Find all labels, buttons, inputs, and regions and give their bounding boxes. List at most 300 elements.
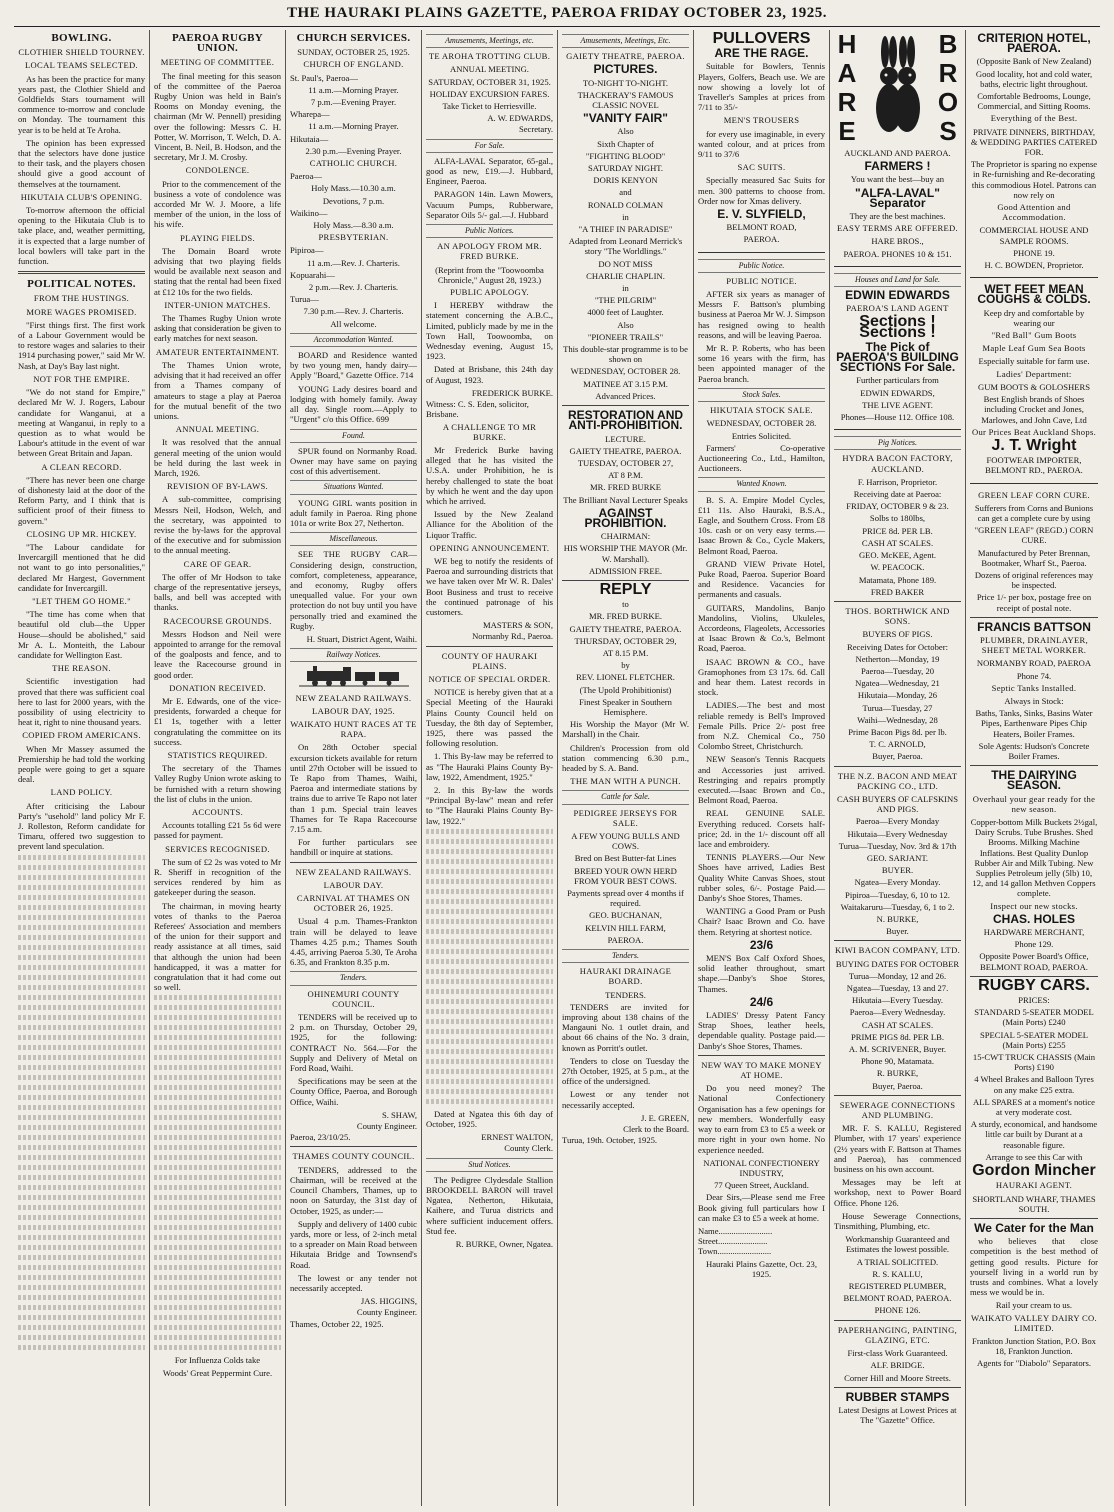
- nco-street: 77 Queen Street, Auckland.: [714, 1180, 809, 1191]
- sewerage: SEWERAGE CONNECTIONS AND PLUMBING.: [839, 1099, 956, 1121]
- slyfield: E. V. SLYFIELD,: [717, 207, 806, 222]
- rugby-services: SERVICES RECOGNISED.: [165, 843, 270, 854]
- rugby-p6: It was resolved that the annual general meeting of the union would be held during the last week in March, 1926.: [154, 437, 281, 478]
- apology-wit: Witness: C. S. Eden, solicitor, Brisbane.: [426, 399, 529, 420]
- rugby-p13: The sum of £2 2s was voted to Mr R. Sheriff in recognition of the services rendered by him as gatekeeper during the season.: [154, 856, 281, 898]
- corner: Corner Hill and Moore Streets.: [844, 1372, 951, 1383]
- church-c2: Holy Mass.—10.30 a.m.: [311, 183, 396, 194]
- bowling-sub2: LOCAL TEAMS SELECTED.: [24, 60, 138, 71]
- bowling-p3: To-morrow afternoon the official opening to the Hikutaia Club is to take place, and, weather permitting, it is expected that a large number of local bowlers will take part in the function.: [18, 205, 145, 267]
- church-catholic: CATHOLIC CHURCH.: [309, 158, 398, 169]
- paperhanging: PAPERHANGING, PAINTING, GLAZING, ETC.: [837, 1324, 958, 1345]
- tag-amusements: Amusements, Meetings, etc.: [426, 34, 553, 48]
- columns: [14, 30, 1106, 1506]
- higgins: JAS. HIGGINS,: [360, 1296, 417, 1307]
- entries: Entries Solicited.: [731, 430, 792, 441]
- tender-p2: Specifications may be seen at the County Office, Paeroa, and Borough Office, Waihi.: [290, 1076, 417, 1107]
- gaiety-heading: GAIETY THEATRE, PAEROA.: [566, 51, 685, 62]
- shaw-title: County Engineer.: [356, 1121, 417, 1132]
- belmont: BELMONT ROAD,: [726, 222, 797, 233]
- rugby-p3: The Domain Board wrote advising that two playing fields would be available next season and stating that the rental had been fixed at £12 10s for the two fields.: [154, 245, 281, 297]
- challenge-heading: A CHALLENGE TO MR BURKE.: [442, 421, 537, 442]
- chair-2: His Worship the Mayor (Mr W. Marshall) in the Chair.: [562, 719, 689, 740]
- tender-p5: Supply and delivery of 1400 cubic yards, more or less, of 2-inch metal to a spreader on Main Road between Hikutaia Bridge and Townsend's Road.: [290, 1218, 417, 1270]
- fred-baker: FRED BAKER: [870, 586, 925, 597]
- farmers-coop: Farmers' Co-operative Auctioneering Co., Ltd., Hamilton, Auctioneers.: [698, 442, 825, 474]
- keep-dry: Keep dry and comfortable by wearing our: [983, 307, 1085, 328]
- political-p2: "We do not stand for Empire," declared Mr W. J. Rogers, Labour candidate for Wanganui, at a meeting at Wanganui, in reply to a question as to what would be Labour's attitude in the event of war between Great Britain and Japan.: [18, 387, 145, 459]
- rail-p3: Usual 4 p.m. Thames-Frankton train will be delayed to leave Thames 4.25 p.m.; Thames South 4.45, arriving Paeroa 5.30, Te Aroha 6.35, and Frankton 8.35 p.m.: [290, 916, 417, 968]
- church-e3: 7 p.m.—Evening Prayer.: [310, 97, 397, 108]
- column-1: [14, 30, 150, 1506]
- tag-tenders: Tenders.: [290, 971, 417, 985]
- tag-wanted: Wanted Known.: [698, 477, 825, 491]
- political-heading: POLITICAL NOTES.: [27, 278, 136, 291]
- in-2: in: [622, 283, 629, 294]
- first-class: First-class Work Guaranteed.: [847, 1348, 948, 1359]
- bred: Bred on Best Butter-fat Lines: [574, 853, 677, 864]
- pick: The Pick of PAEROA'S BUILDING SECTIONS For Sale.: [836, 339, 959, 375]
- reply: REPLY: [599, 580, 652, 598]
- rugby-race: RACECOURSE GROUNDS.: [163, 615, 272, 626]
- price-8d: PRICE 8d. PER LB.: [862, 525, 933, 536]
- kiwi-cash: CASH AT SCALES.: [861, 1019, 934, 1030]
- also-2: Also: [617, 319, 634, 330]
- laughs: 4000 feet of Laughter.: [587, 307, 664, 318]
- red-ball: "Red Ball" Gum Boots: [991, 330, 1077, 341]
- hare-phones: PAEROA. PHONES 10 & 151.: [843, 248, 952, 259]
- at-8: AT 8 P.M.: [608, 470, 643, 481]
- church-pr4: 2 p.m.—Rev. J. Charteris.: [308, 282, 399, 293]
- doris: DORIS KENYON: [593, 175, 658, 186]
- church-pr7: All welcome.: [330, 318, 377, 329]
- tag-accommodation: Accommodation Wanted.: [290, 333, 417, 347]
- political-sub: FROM THE HUSTINGS.: [33, 293, 130, 304]
- restoration: RESTORATION AND ANTI-PROHIBITION.: [567, 408, 684, 433]
- corn-cure: GREEN LEAF CORN CURE.: [978, 489, 1090, 500]
- column-6: [694, 30, 830, 1506]
- clerk: Clerk to the Board.: [623, 1124, 689, 1135]
- turua-nov: Turua—Tuesday, Nov. 3rd & 17th: [838, 840, 957, 851]
- tag-public: Public Notices.: [426, 224, 553, 238]
- masthead: THE HAURAKI PLAINS GAZETTE, PAEROA FRIDAY OCTOBER 23, 1925.: [14, 0, 1100, 27]
- tag-stud: Stud Notices.: [426, 1158, 553, 1172]
- upold: (The Upold Prohibitionist): [579, 684, 672, 695]
- nz-bacon: THE N.Z. BACON AND MEAT PACKING CO., LTD.: [837, 770, 958, 791]
- waitakaruru: Waitakaruru—Tuesday, 6, 1 to 2.: [840, 901, 955, 912]
- ngatea-every: Ngatea—Every Monday.: [854, 877, 941, 888]
- accom-1: BOARD and Residence wanted by two young men, handy dairy—Apply "Board," Gazette Office. 714: [290, 350, 417, 381]
- tag-cattle: Cattle for Sale.: [562, 790, 689, 804]
- column-4-filler: [426, 829, 553, 1104]
- public-notice: PUBLIC NOTICE.: [726, 275, 797, 286]
- best-machines: They are the best machines.: [849, 211, 946, 222]
- thames-county: THAMES COUNTY COUNCIL.: [292, 1151, 415, 1162]
- gaiety-2: GAIETY THEATRE, PAEROA.: [569, 445, 682, 456]
- dairying: THE DAIRYING SEASON.: [991, 768, 1077, 793]
- workmanship: Workmanship Guaranteed and Estimates the lowest possible.: [845, 1234, 950, 1255]
- nzr-heading-2: NEW ZEALAND RAILWAYS.: [295, 866, 412, 877]
- tag-situations: Situations Wanted.: [290, 480, 417, 494]
- against: AGAINST PROHIBITION.: [584, 505, 667, 530]
- labour-day: LABOUR DAY, 1925.: [312, 705, 395, 716]
- bros-letters: [935, 30, 961, 146]
- gum-boots: GUM BOOTS & GOLOSHERS: [978, 381, 1090, 392]
- buyers-pigs: BUYERS OF PIGS.: [862, 629, 933, 640]
- copper-bottom: Copper-bottom Milk Buckets 2½gal, Dairy Scrubs. Tube Brushes. Shed Brooms. Milking Machine Inflations. Best Quality Dunlop Rubber Air and Milk Tubing. New Supplies Petroleum jelly (5lb) 10, 12, and 14 gallon Methven Coppers complete.: [970, 817, 1098, 899]
- tender-p4: TENDERS, addressed to the Chairman, will be received at the Council Chambers, Thames, up to noon on Saturday, the 31st day of October, 1925, as under:—: [290, 1164, 417, 1216]
- tender-p6: The lowest or any tender not necessarily accepted.: [290, 1272, 417, 1293]
- pioneer: "PIONEER TRAILS": [587, 331, 664, 342]
- church-pr1: Pipiroa—: [290, 245, 324, 256]
- challenge-p3: Mr Frederick Burke having alleged that he has visited the U.S.A. under Prohibition, he is hereby challenged to state the boat by which he went and the day upon which he arrived.: [426, 444, 553, 506]
- walton: ERNEST WALTON,: [481, 1132, 553, 1143]
- church-e4: Wharepa—: [290, 109, 330, 120]
- church-pr6: 7.30 p.m.—Rev. J. Charteris.: [303, 306, 404, 317]
- stud-p10: The Pedigree Clydesdale Stallion BROOKDELL BARON will travel Ngatea, Netherton, Hikutaia, Kaihere, and Turua districts and where sufficient inducement offers. Stud fee.: [426, 1174, 553, 1236]
- rugby-cars: RUGBY CARS.: [978, 976, 1090, 994]
- kiwi-2: Ngatea—Tuesday, 13 and 27.: [846, 983, 949, 993]
- church-pr3: Kopuarahi—: [290, 269, 335, 280]
- rugby-p14: The chairman, in moving hearty votes of thanks to the Paeroa Referees' Association and members of the union for their support and ready assistance at all times, said that although the union had been handicapped, it was a matter for congratulation that it had come out so well.: [154, 900, 281, 993]
- wednesday: WEDNESDAY, OCTOBER 28.: [570, 366, 681, 377]
- charlie: CHARLIE CHAPLIN.: [586, 270, 665, 281]
- rugby-p12: Accounts totalling £21 5s 6d were passed for payment.: [154, 820, 281, 841]
- political-p4: "The Labour candidate for Invercargill mentioned that he did not want to go into personalities," declared Mr Hargest, Government candidate for Invercargill.: [18, 541, 145, 593]
- gaiety-3: GAIETY THEATRE, PAEROA.: [569, 623, 682, 634]
- rubber-stamps: RUBBER STAMPS: [845, 1389, 950, 1404]
- church-e2: 11 a.m.—Morning Prayer.: [308, 84, 399, 95]
- at-815: AT 8.15 P.M.: [602, 647, 649, 658]
- easy-terms: EASY TERMS ARE OFFERED.: [836, 223, 959, 234]
- tag-tenders-2: Tenders.: [562, 949, 689, 963]
- church-c5: Holy Mass.—8.30 a.m.: [313, 220, 394, 231]
- phone-129: Phone 129.: [1014, 939, 1054, 950]
- ladies-dept: Ladies' Department:: [996, 368, 1072, 379]
- drain-t2: Tenders to close on Tuesday the 27th October, 1925, at 5 p.m., at the office of the undersigned.: [562, 1055, 689, 1087]
- rugby-condolence: CONDOLENCE.: [185, 165, 250, 176]
- jt-wright: J. T. Wright: [991, 436, 1077, 454]
- tag-public-notice: Public Notice.: [698, 259, 825, 273]
- hauraki-agent: HAURAKI AGENT.: [995, 1180, 1073, 1191]
- trotting-sec: A. W. EDWARDS,: [487, 113, 553, 124]
- pn-p5: Mr R. P. Roberts, who has been some 16 years with the firm, has been appointed manager of the Paeroa branch.: [698, 343, 825, 384]
- carnival: CARNIVAL AT THAMES ON OCTOBER 26, 1925.: [296, 893, 411, 914]
- pull-p3: Specially measured Sac Suits for men. 300 patterns to choose from. Order now for Xmas delivery.: [698, 175, 825, 206]
- vanity-fair: "VANITY FAIR": [583, 111, 668, 126]
- column-5: [558, 30, 694, 1506]
- tender-date-2: Thames, October 22, 1925.: [290, 1318, 384, 1329]
- belmont-7: BELMONT ROAD, PAEROA.: [843, 1293, 952, 1304]
- column-1-filler: [18, 855, 145, 1350]
- frankton: Frankton Junction Station, P.O. Box 18, Frankton Junction.: [972, 1335, 1096, 1357]
- bowden: H. C. BOWDEN, Proprietor.: [984, 260, 1084, 271]
- apology-heading: AN APOLOGY FROM MR. FRED BURKE.: [437, 241, 542, 262]
- footwear-importer: FOOTWEAR IMPORTER, BELMONT RD., PAEROA.: [985, 455, 1083, 476]
- tender-p1: TENDERS will be received up to 2 p.m. on Thursday, October 29, 1925, for the following: CONTRACT No. 564.—For the Supply and Delivery of Metal on Ford Road, Waihi.: [290, 1012, 417, 1074]
- rugby-p2: Prior to the commencement of the business a vote of condolence was accorded Mr W. J. Moore, a life member of the union, in the loss of his wife.: [154, 178, 281, 230]
- tag-forsale: For Sale.: [426, 139, 553, 153]
- ee: EDWIN EDWARDS,: [860, 387, 935, 398]
- recv-dates: Receiving Dates for October:: [847, 641, 948, 652]
- church-england: CHURCH OF ENGLAND.: [303, 59, 404, 70]
- english-brands: Best English brands of Shoes including Crocket and Jones, Marlowes, and John Cave, Ltd: [981, 394, 1087, 425]
- masters-road: Normanby Rd., Paeroa.: [472, 631, 553, 642]
- date-3: Ngatea—Wednesday, 21: [855, 678, 940, 689]
- rugby-4: 4 Wheel Brakes and Balloon Tyres on any make £25 extra.: [974, 1074, 1094, 1095]
- political-hickey: CLOSING UP MR. HICKEY.: [26, 528, 137, 539]
- bros-text: BROS: [937, 30, 959, 146]
- receiving: Receiving date at Paeroa:: [853, 489, 942, 500]
- r-burke-buyer: Buyer, Paeroa.: [872, 1080, 923, 1091]
- tuesday: TUESDAY, OCTOBER 27,: [577, 457, 674, 468]
- drainage: HAURAKI DRAINAGE BOARD.: [579, 966, 672, 987]
- political-p1: "First things first. The first work of a Labour Government would be to restore wages and salaries to their 1914 purchasing power," said Mr W. Nash, at Day's Bay last night.: [18, 319, 145, 371]
- date-4: Hikutaia—Monday, 26: [857, 690, 938, 701]
- turua-date: Turua, 19th. October, 1925.: [562, 1135, 658, 1146]
- church-presby: PRESBYTERIAN.: [318, 232, 389, 243]
- phone-126: PHONE 126.: [874, 1305, 921, 1316]
- walton-title: County Clerk.: [504, 1143, 553, 1154]
- tonight: TO-NIGHT TO-NIGHT.: [582, 77, 669, 88]
- pn-p4: AFTER six years as manager of Messrs F. Battson's plumbing business at Paeroa Mr W. J. Simpson has resigned owing to health reasons, and will be leaving Paeroa.: [698, 289, 825, 340]
- arnold: T. C. ARNOLD,: [869, 739, 926, 750]
- phone-19: PHONE 19.: [1013, 247, 1055, 258]
- church-c4: Waikino—: [290, 207, 328, 218]
- auckland-paeroa: AUCKLAND AND PAEROA.: [844, 148, 951, 158]
- r-burke: R. BURKE,: [876, 1068, 919, 1079]
- rugby-heading: PAEROA RUGBY UNION.: [171, 32, 264, 55]
- rugby-p10: Mr E. Edwards, one of the vice-presidents, forwarded a cheque for £1 1s, together with a letter congratulating the committee on its success.: [154, 695, 281, 747]
- shaw: S. SHAW,: [381, 1109, 417, 1120]
- paeroa-every: Paeroa—Every Monday: [855, 816, 940, 827]
- rugby-6: A sturdy, economical, and handsome little car built by Durant at a reasonable figure.: [970, 1119, 1098, 1150]
- waikato-hunt: WAIKATO HUNT RACES AT TE RAPA.: [290, 718, 417, 740]
- hare-letters: [834, 30, 860, 146]
- price-236: 23/6: [749, 937, 774, 952]
- mr-fred-burke: MR. FRED BURKE: [590, 482, 661, 493]
- political-p8: After criticising the Labour Party's "usehold" land policy Mr F. J. Rolleston, Reform candidate for Timaru, offered two suggestion to prevent land speculation.: [18, 800, 145, 852]
- trousers: MEN'S TROUSERS: [723, 115, 800, 126]
- date-2: Paeroa—Tuesday, 20: [860, 665, 935, 676]
- green: J. E. GREEN,: [641, 1112, 689, 1123]
- wanted-2: GRAND VIEW Private Hotel, Puke Road, Paeroa. Superior Board and Residence. Vacancies for permanents and casuals.: [698, 558, 825, 600]
- edwin-edwards: EDWIN EDWARDS: [845, 288, 950, 303]
- county-p9: Dated at Ngatea this 6th day of October, 1925.: [426, 1108, 553, 1130]
- baths: Baths, Tanks, Sinks, Basins Water Pipes, Earthenware Pipes Chip Heaters, Boiler Frames.: [975, 708, 1093, 739]
- tag-stock: Stock Sales.: [698, 388, 825, 402]
- political-empire: NOT FOR THE EMPIRE.: [33, 373, 130, 384]
- hardware: HARDWARE MERCHANT,: [983, 927, 1085, 938]
- battson: FRANCIS BATTSON: [977, 619, 1091, 634]
- sewer-1: MR. F. S. KALLU, Registered Plumber, with 17 years' experience (2½ years with F. Battson at Thames and Paeroa), has commenced business on his own account.: [834, 1123, 961, 1175]
- column-3: [286, 30, 422, 1506]
- sufferers: Sufferers from Corns and Bunions can get a complete cure by using: [974, 502, 1094, 523]
- wanted-10: MEN'S Box Calf Oxford Shoes, solid leather throughout, smart shape.—Danby's Shoe Stores, Thames.: [698, 953, 825, 994]
- rail-p1: On 28th October special excursion tickets available for return until 27th October will be issued to Te Rapo from Thames, Waihi, Paeroa and intermediate stations by trains due to arrive Te Rapo not later than 1 p.m. Special train leaves Thames for Te Rapa Racecourse 7.15 a.m.: [290, 742, 417, 834]
- sewer-2: Messages may be left at workshop, next to Power Board Office. Phone 126.: [834, 1177, 961, 1208]
- alf-bridge: ALF. BRIDGE.: [870, 1360, 925, 1371]
- wanted-9: WANTING a Good Pram or Push Chair? Isaac Brown and Co. have them. Retyring at shortest notice.: [698, 906, 825, 937]
- wanted-5: LADIES.—The best and most reliable remedy is Bell's Improved Female Pills. Price 2/- post free from N.Z. Chemical Co., 750 Colombo Street, Christchurch.: [698, 700, 825, 752]
- by: by: [621, 660, 630, 671]
- few: A FEW YOUNG BULLS AND COWS.: [571, 831, 680, 852]
- kiwi-bacon: KIWI BACON COMPANY, LTD.: [834, 945, 961, 956]
- church-pr2: 11 a.m.—Rev. J. Charteris.: [307, 257, 400, 268]
- challenge-p4: Issued by the New Zealand Alliance for the Abolition of the Liquor Traffic.: [426, 509, 553, 540]
- prices: PRICES:: [1018, 995, 1050, 1006]
- wanted-3: GUITARS, Mandolins, Banjo Mandolins, Violins, Ukuleles, Accordeons, Flageolets, Accessories at Isaac Brown & Co.'s, Belmont Road, Paeroa.: [698, 602, 825, 654]
- especially: Especially suitable for farm use.: [978, 356, 1090, 367]
- price-246: 24/6: [749, 994, 774, 1009]
- sewer-3: House Sewerage Connections, Tinsmithing, Plumbing, etc.: [834, 1210, 961, 1232]
- rugby-p1: The final meeting for this season of the committee of the Paeroa Rugby Union was held in Bain's Rooms on Monday evening, the chairman (Mr W. Pennell) presiding over the following: Messrs C. H. Potter, W. Morrison, T. Welch, D. A. Vincent, B. Neil, B. Hodson, and the secretary, Mr J. M. Crosby.: [154, 70, 281, 163]
- also-1: Also: [617, 126, 634, 137]
- rugby-p5: The Thames Union wrote, advising that it had received an offer from a Thames company of amateurs to stage a play at Paeroa for the mutual benefit of the two unions.: [154, 359, 281, 421]
- new-way: NEW WAY TO MAKE MONEY AT HOME.: [701, 1059, 822, 1081]
- column-8: [966, 30, 1102, 1506]
- rugby-accounts: ACCOUNTS.: [191, 807, 244, 818]
- mayor: HIS WORSHIP THE MAYOR (Mr. W. Marshall).: [563, 543, 688, 564]
- tag-misc: Miscellaneous.: [290, 532, 417, 546]
- kelvin: KELVIN HILL FARM,: [585, 922, 666, 933]
- alfa-laval: "ALFA-LAVAL" Separator: [855, 185, 940, 210]
- rugby-gear: CARE OF GEAR.: [183, 558, 252, 569]
- friday: FRIDAY, OCTOBER 9 & 23.: [846, 501, 949, 512]
- nw-p6: Do you need money? The National Confectionery Organisation has a few openings for new members. Wonderfully easy way to earn from £3 to £5 a week or more right in your own home. No experience needed.: [698, 1083, 825, 1155]
- thief: "A THIEF IN PARADISE": [578, 224, 673, 235]
- apology-pub: PUBLIC APOLOGY.: [450, 287, 529, 298]
- to: to: [622, 599, 629, 610]
- rugby-fields: PLAYING FIELDS.: [180, 232, 255, 243]
- sale-2: PARAGON 14in. Lawn Mowers, Vacuum Pumps, Rubberware, Separator Oils 5/- gal.—J. Hubbard: [426, 189, 553, 220]
- church-e7: 2.30 p.m.—Evening Prayer.: [305, 145, 402, 156]
- wanted-7: REAL GENUINE SALE. Everything reduced. Corsets half-price; 2d. in the 1/- discount off all lace and embroidery.: [698, 808, 825, 850]
- finest: Finest Speaker in Southern Hemisphere.: [579, 696, 672, 717]
- peacock: W. PEACOCK.: [870, 562, 925, 573]
- apology-p1: I HEREBY withdraw the statement concerning the A.B.C., Limited, publicly made by me in the Town Hall, Toowoomba, on Wednesday evening, August 15, 1923.: [426, 300, 553, 362]
- cater-p: who believes that close competition is the best method of getting good results. Picture for yourself living in a world run by trusts and combines. What a lovely mess we would be in.: [970, 1236, 1098, 1298]
- church-date: SUNDAY, OCTOBER 25, 1925.: [297, 47, 410, 58]
- adapted: Adapted from Leonard Merrick's story "The Worldlings.": [568, 236, 683, 257]
- opp-power: Opposite Power Board's Office, BELMONT ROAD, PAEROA.: [979, 951, 1089, 972]
- kiwi-3: Hikutaia—Every Tuesday.: [851, 995, 944, 1006]
- tag-houses: Houses and Land for Sale.: [834, 273, 961, 287]
- hare-text: HARE: [837, 30, 857, 146]
- paeroa-5: PAEROA.: [607, 934, 644, 945]
- gazette-date: Hauraki Plains Gazette, Oct. 23, 1925.: [706, 1258, 817, 1279]
- wanted-1: B. S. A. Empire Model Cycles, £11 11s. Also Hauraki, B.S.A., Eagle, and Southern Cross. From £8 10s. cash or on very easy terms.—Isaac Brown & Co., Cycle Makers, Belmont Road, Paeroa.: [698, 494, 825, 556]
- coupon-street: Street.......................: [698, 1236, 768, 1247]
- buying-dates: BUYING DATES FOR OCTOBER: [835, 958, 960, 969]
- political-reason: THE REASON.: [52, 663, 111, 674]
- wright-ad: [970, 284, 1098, 483]
- fighting-blood: "FIGHTING BLOOD": [585, 150, 666, 161]
- rail-cream: Rail your cream to us.: [995, 1300, 1073, 1311]
- bowling-heading: BOWLING.: [51, 32, 112, 44]
- rugby-p4: The Thames Rugby Union wrote asking that consideration be given to early matches for next season.: [154, 313, 281, 344]
- registered: REGISTERED PLUMBER,: [848, 1281, 947, 1292]
- rail-p2: For further particulars see handbill or inquire at stations.: [290, 837, 417, 858]
- sale-1: ALFA-LAVAL Separator, 65-gal., good as new, £19.—J. Hubbard, Engineer, Paeroa.: [426, 155, 553, 187]
- rugby-p7: A sub-committee, comprising Messrs Neil, Hodson, Welch, and the secretary, was appointed to revise the by-laws for the approval of the executive and for submission to the annual meeting.: [154, 494, 281, 556]
- buchanan: GEO. BUCHANAN,: [589, 910, 662, 921]
- man-punch: THE MAN WITH A PUNCH.: [570, 776, 681, 787]
- farmers: FARMERS !: [864, 159, 931, 174]
- kiwi-1: Turua—Monday, 12 and 26.: [848, 970, 947, 981]
- rugby-3: 15-CWT TRUCK CHASSIS (Main Ports) £190: [972, 1052, 1096, 1073]
- nco: NATIONAL CONFECTIONERY INDUSTRY,: [703, 1157, 820, 1178]
- cash-scales: CASH AT SCALES.: [861, 537, 934, 548]
- masters: MASTERS & SON,: [483, 620, 553, 631]
- bowling-p1: As has been the practice for many years past, the Clothier Shield and Goldfields Stars tournament will commence to-morrow and conclude on Monday. The tournament this year is to be held at Te Aroha.: [18, 73, 145, 135]
- kiwi-prime: PRIME PIGS 8d. PER LB.: [850, 1031, 945, 1042]
- tag-amusements-2: Amusements, Meetings, Etc.: [562, 34, 689, 48]
- diabolo: Agents for "Diabolo" Separators.: [977, 1358, 1091, 1369]
- lbs: Solbs to 180lbs,: [869, 513, 926, 524]
- green-leaf: "GREEN LEAF" (REGD.) CORN CURE.: [974, 525, 1094, 546]
- rugby-p8: The offer of Mr Hodson to take charge of the representative jerseys, balls, and bell was accepted with thanks.: [154, 571, 281, 613]
- pilgrim: "THE PILGRIM": [594, 295, 657, 306]
- political-p3: "There has never been one charge of dishonesty laid at the door of the Reform Party, and I think that is sufficient proof of their fitness to govern.": [18, 474, 145, 526]
- date-6: Waihi—Wednesday, 28: [857, 714, 938, 725]
- trotting-fares: HOLIDAY EXCURSION FARES.: [429, 88, 550, 99]
- rugby-note2: Woods' Great Peppermint Cure.: [162, 1367, 273, 1378]
- rugby-p11: The secretary of the Thames Valley Rugby Union wrote asking to be furnished with a return showing the list of clubs in the union.: [154, 763, 281, 804]
- overhaul: Overhaul your gear ready for the new season.: [972, 793, 1096, 814]
- do-not-miss: DO NOT MISS: [598, 258, 653, 269]
- n-burke: N. BURKE,: [876, 913, 919, 924]
- normanby: NORMANBY ROAD, PAEROA: [976, 658, 1092, 669]
- trotting-ticket: Take Ticket to Herriesville.: [442, 101, 537, 112]
- column-2-filler: [154, 995, 281, 1350]
- arnold-buyer: Buyer, Paeroa.: [872, 751, 923, 762]
- rugby-sub: MEETING OF COMMITTEE.: [160, 57, 275, 68]
- rugby-5: ALL SPARES at a moment's notice at very moderate cost.: [973, 1096, 1095, 1118]
- mr-fred-burke-2: MR. FRED BURKE.: [588, 611, 663, 622]
- bowling-sub: CLOTHIER SHIELD TOURNEY.: [18, 47, 145, 58]
- hydra: HYDRA BACON FACTORY, AUCKLAND.: [842, 453, 953, 474]
- bowling-opening: HIKUTAIA CLUB'S OPENING.: [20, 191, 143, 202]
- further: Further particulars from: [856, 375, 939, 386]
- column-4: [422, 30, 558, 1506]
- payments: Payments spread over 4 months if required.: [567, 888, 684, 909]
- rugby-annual: ANNUAL MEETING.: [175, 424, 260, 435]
- trotting-annual: ANNUAL MEETING.: [450, 64, 529, 75]
- ronald: RONALD COLMAN: [587, 199, 664, 210]
- dozens: Dozens of original references may be inspected.: [974, 569, 1094, 591]
- column-2: [150, 30, 286, 1506]
- rugby-note1: For Influenza Colds take: [174, 1355, 261, 1366]
- rabbit-icon: [860, 32, 935, 144]
- sixth: Sixth Chapter of: [597, 138, 654, 149]
- date-1: Netherton—Monday, 19: [855, 653, 940, 664]
- edwards-ad: [834, 290, 961, 430]
- gordon-mincher: Gordon Mincher: [972, 1162, 1096, 1180]
- church-e6: Hikutaia—: [290, 133, 329, 144]
- kallu: R. S. KALLU,: [872, 1268, 923, 1279]
- situation-1: YOUNG GIRL wants position in adult family in Paeroa. Ring phone 101a or write Box 27, Netherton.: [290, 497, 417, 528]
- maple-leaf: Maple Leaf Gum Sea Boots: [982, 343, 1086, 354]
- nw-p7: Dear Sirs,—Please send me Free Book giving full particulars how I can make £3 to £5 a week at home.: [698, 1192, 825, 1223]
- political-p5: "The time has come when that beautiful old club—the Upper House—should be abolished," said Mr A. L. Monteith, the Labour candidate for Wellington East.: [18, 609, 145, 660]
- children: Children's Procession from old station commencing 6.30 p.m., headed by S. A. Band.: [562, 742, 689, 773]
- political-p6: Scientific investigation had proved that there was sufficient coal here to last for 2000 years, with the possibility of using electricity to heat it, right to nine thousand years.: [18, 676, 145, 728]
- rugby-p9: Messrs Hodson and Neil were appointed to arrange for the removal of the goalposts and fence, and to leave the Racecourse ground in good order.: [154, 628, 281, 680]
- bowling-p2: The opinion has been expressed that the selectors have done justice to their task, and the players chosen should give a good account of themselves at the tournament.: [18, 137, 145, 189]
- apology-reprint: (Reprint from the "Toowoomba Chronicle," August 28, 1923.): [435, 264, 544, 285]
- private: PRIVATE DINNERS, BIRTHDAY, & WEDDING PARTIES CATERED FOR.: [970, 126, 1098, 158]
